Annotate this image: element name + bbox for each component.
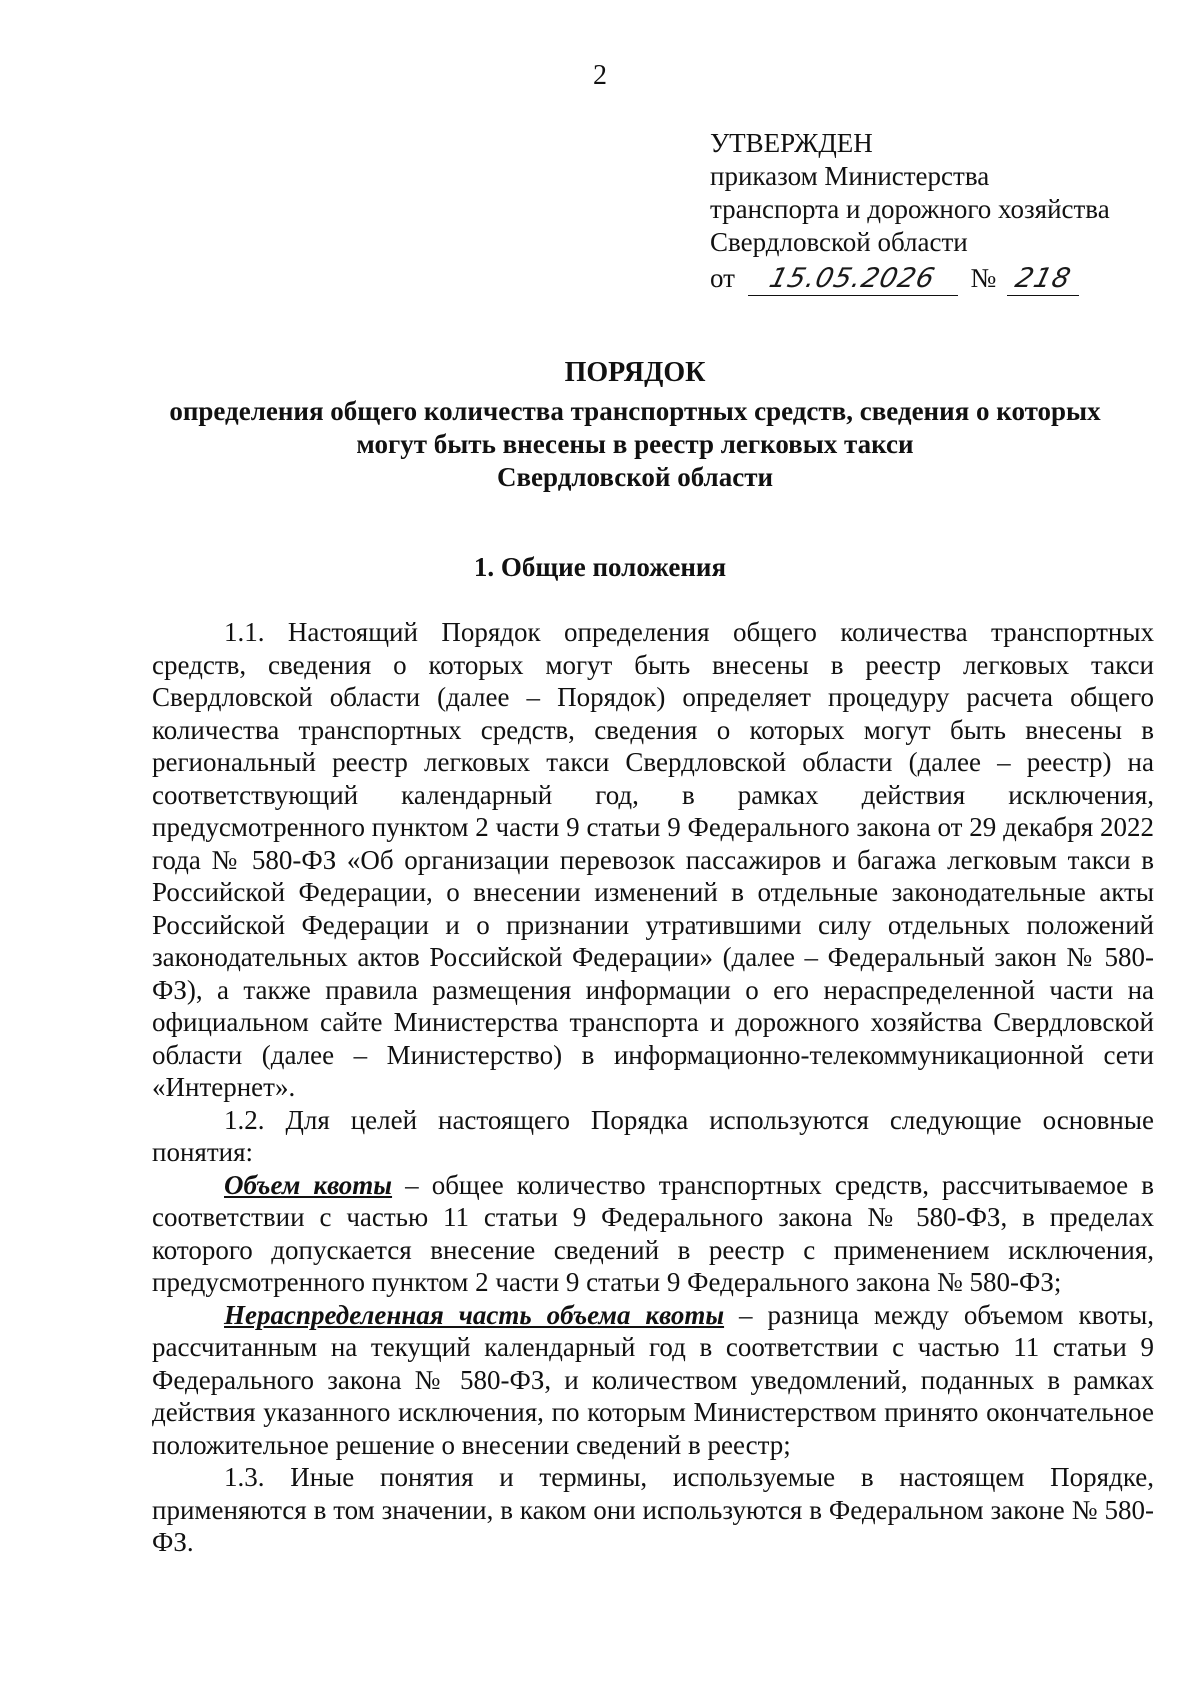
section-heading: 1. Общие положения xyxy=(473,552,727,582)
paragraph-1-2: 1.2. Для целей настоящего Порядка используются следующие основные понятия: xyxy=(152,1104,1154,1167)
document-body xyxy=(152,616,1154,1559)
term-unallocated-quota: Нераспределенная часть объема квоты xyxy=(224,1299,725,1330)
number-label: № xyxy=(970,263,997,293)
approval-stamp-block xyxy=(710,127,1110,295)
title-line-2: могут быть внесены в реестр легковых такси xyxy=(356,429,914,459)
handwritten-number: 218 xyxy=(1011,263,1075,294)
title-line-1: определения общего количества транспортных средств, сведения о которых xyxy=(169,396,1101,426)
term-unallocated-quota-definition: – разница между объемом квоты, рассчитанным на текущий календарный год в соответствии с частью 11 статьи 9 Федерального закона № 580-ФЗ, и количеством уведомлений, поданных в рамках действия указанного исключения, по которым Министерством принято окончательное положительное решение о внесении сведений в реестр; xyxy=(152,1299,1154,1460)
definition-quota-volume xyxy=(152,1169,1154,1299)
handwritten-date-field xyxy=(748,262,958,296)
from-label: от xyxy=(710,263,735,293)
page-number: 2 xyxy=(593,60,607,91)
approval-line-ministry: транспорта и дорожного хозяйства xyxy=(710,194,1110,224)
term-quota-volume-definition: – общее количество транспортных средств, рассчитываемое в соответствии с частью 11 статьи 9 Федерального закона № 580-ФЗ, в пределах которого допускается внесение сведений в реестр с применением исключения, предусмотренного пунктом 2 части 9 статьи 9 Федерального закона № 580-ФЗ; xyxy=(152,1169,1154,1297)
term-quota-volume: Объем квоты xyxy=(224,1169,393,1200)
approval-line-order: приказом Министерства xyxy=(710,161,990,191)
handwritten-date: 15.05.2026 xyxy=(766,263,939,294)
approval-date-line xyxy=(710,262,1110,295)
paragraph-1-1: 1.1. Настоящий Порядок определения общего количества транспортных средств, сведения о которых могут быть внесены в реестр легковых такси Свердловской области (далее – Порядок) определяет процедуру расчета общего количества транспортных средств, сведения о которых могут быть внесены в региональный реестр легковых такси Свердловской области (далее – реестр) на соответствующий календарный год, в рамках действия исключения, предусмотренного пунктом 2 части 9 статьи 9 Федерального закона от 29 декабря 2022 года № 580-ФЗ «Об организации перевозок пассажиров и багажа легковым такси в Российской Федерации, о внесении изменений в отдельные законодательные акты Российской Федерации и о признании утратившими силу отдельных положений законодательных актов Российской Федерации» (далее – Федеральный закон № 580-ФЗ), а также правила размещения информации о его нераспределенной части на официальном сайте Министерства транспорта и дорожного хозяйства Свердловской области (далее – Министерство) в информационно-телекоммуникационной сети «Интернет». xyxy=(152,617,1154,1102)
definition-unallocated-quota xyxy=(152,1299,1154,1462)
title-line-3: Свердловской области xyxy=(496,462,774,492)
document-title xyxy=(120,356,1150,494)
approval-line-region: Свердловской области xyxy=(710,227,968,257)
title-main: ПОРЯДОК xyxy=(564,357,706,388)
handwritten-number-field xyxy=(1007,262,1079,296)
paragraph-1-3: 1.3. Иные понятия и термины, используемые в настоящем Порядке, применяются в том значении, в каком они используются в Федеральном законе № 580-ФЗ. xyxy=(152,1462,1154,1557)
approval-heading: УТВЕРЖДЕН xyxy=(710,128,873,158)
